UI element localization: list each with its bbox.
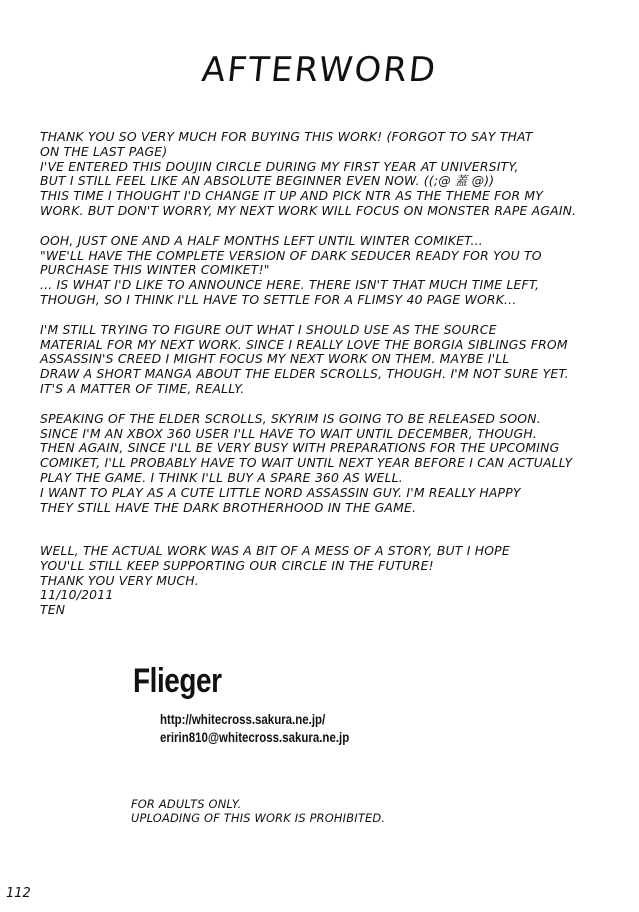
text-line: THEN AGAIN, SINCE I'LL BE VERY BUSY WITH PREPARATIONS FOR THE UPCOMING bbox=[40, 440, 560, 456]
paragraph-2 bbox=[40, 234, 630, 308]
paragraph-3 bbox=[40, 323, 630, 397]
text-line: SPEAKING OF THE ELDER SCROLLS, SKYRIM IS GOING TO BE RELEASED SOON. bbox=[40, 410, 541, 426]
text-line: WORK. BUT DON'T WORRY, MY NEXT WORK WILL FOCUS ON MONSTER RAPE AGAIN. bbox=[40, 202, 577, 218]
text-line: I'VE ENTERED THIS DOUJIN CIRCLE DURING MY FIRST YEAR AT UNIVERSITY, bbox=[40, 158, 519, 174]
text-line: ... IS WHAT I'D LIKE TO ANNOUNCE HERE. THERE ISN'T THAT MUCH TIME LEFT, bbox=[40, 277, 540, 293]
text-line: MATERIAL FOR MY NEXT WORK. SINCE I REALLY LOVE THE BORGIA SIBLINGS FROM bbox=[40, 336, 568, 352]
page-number: 112 bbox=[6, 886, 31, 901]
text-line: OOH, JUST ONE AND A HALF MONTHS LEFT UNTIL WINTER COMIKET... bbox=[40, 232, 483, 248]
text-line: THOUGH, SO I THINK I'LL HAVE TO SETTLE FOR A FLIMSY 40 PAGE WORK... bbox=[40, 291, 517, 307]
text-line: I WANT TO PLAY AS A CUTE LITTLE NORD ASSASSIN GUY. I'M REALLY HAPPY bbox=[40, 484, 521, 500]
text-line: COMIKET, I'LL PROBABLY HAVE TO WAIT UNTIL NEXT YEAR BEFORE I CAN ACTUALLY bbox=[40, 455, 573, 471]
date-line: 11/10/2011 bbox=[40, 587, 114, 603]
legal-notice bbox=[131, 797, 385, 825]
text-line: BUT I STILL FEEL LIKE AN ABSOLUTE BEGINNER EVEN NOW. ((;@ 蓋 @)) bbox=[40, 173, 495, 189]
text-line: THEY STILL HAVE THE DARK BROTHERHOOD IN THE GAME. bbox=[40, 499, 417, 515]
text-line: THANK YOU VERY MUCH. bbox=[40, 572, 199, 588]
paragraph-1 bbox=[40, 130, 630, 219]
text-line: ASSASSIN'S CREED I MIGHT FOCUS MY NEXT WORK ON THEM. MAYBE I'LL bbox=[40, 351, 510, 367]
text-line: PURCHASE THIS WINTER COMIKET!" bbox=[40, 262, 270, 278]
upload-prohibited-notice: UPLOADING OF THIS WORK IS PROHIBITED. bbox=[131, 811, 386, 825]
text-line: YOU'LL STILL KEEP SUPPORTING OUR CIRCLE IN THE FUTURE! bbox=[40, 557, 434, 573]
paragraph-4 bbox=[40, 412, 630, 516]
afterword-body bbox=[40, 130, 630, 530]
contact-links bbox=[160, 710, 349, 746]
text-line: WELL, THE ACTUAL WORK WAS A BIT OF A MESS OF A STORY, BUT I HOPE bbox=[40, 543, 510, 558]
page-title: AFTERWORD bbox=[199, 50, 440, 90]
text-line: SINCE I'M AN XBOX 360 USER I'LL HAVE TO WAIT UNTIL DECEMBER, THOUGH. bbox=[40, 425, 537, 441]
circle-name: Flieger bbox=[133, 662, 222, 700]
text-line: THANK YOU SO VERY MUCH FOR BUYING THIS WORK! (FORGOT TO SAY THAT bbox=[40, 129, 533, 144]
text-line: IT'S A MATTER OF TIME, REALLY. bbox=[40, 380, 245, 396]
text-line: PLAY THE GAME. I THINK I'LL BUY A SPARE 360 AS WELL. bbox=[40, 469, 403, 485]
closing-paragraph bbox=[40, 544, 630, 618]
text-line: DRAW A SHORT MANGA ABOUT THE ELDER SCROLLS, THOUGH. I'M NOT SURE YET. bbox=[40, 366, 569, 382]
text-line: THIS TIME I THOUGHT I'D CHANGE IT UP AND PICK NTR AS THE THEME FOR MY bbox=[40, 188, 544, 204]
website-url[interactable]: http://whitecross.sakura.ne.jp/ bbox=[160, 711, 326, 727]
adults-only-notice: FOR ADULTS ONLY. bbox=[131, 797, 242, 811]
text-line: ON THE LAST PAGE) bbox=[40, 143, 168, 159]
signature-line: TEN bbox=[40, 602, 66, 618]
text-line: I'M STILL TRYING TO FIGURE OUT WHAT I SHOULD USE AS THE SOURCE bbox=[40, 321, 497, 337]
text-line: "WE'LL HAVE THE COMPLETE VERSION OF DARK SEDUCER READY FOR YOU TO bbox=[40, 247, 542, 263]
email-address[interactable]: eririn810@whitecross.sakura.ne.jp bbox=[160, 729, 350, 745]
